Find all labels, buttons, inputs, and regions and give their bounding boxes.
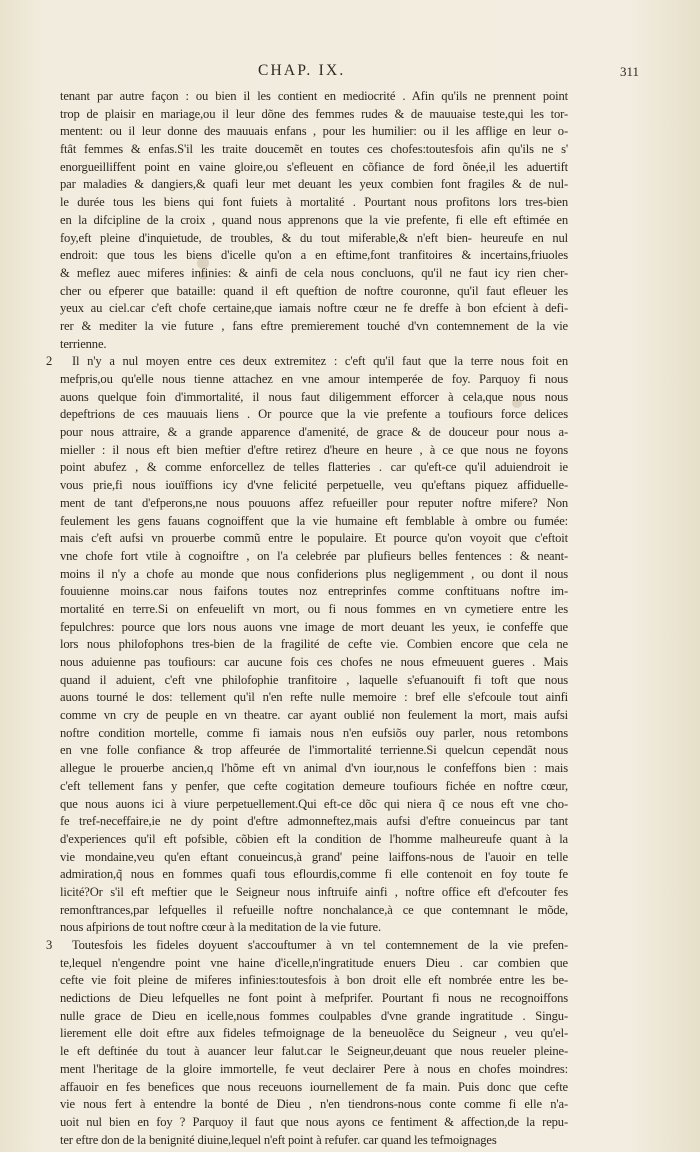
text-line: cefte vie foit pleine de miferes infinies:toutesfois à bon droit elle eft nombrée entre les be-: [60, 973, 568, 988]
text-line: vous prie,fi nous iouïffions icy d'vne felicité perpetuelle, veu qu'eftans piquez affiduelle-: [60, 478, 568, 493]
text-line: fe tref-neceffaire,ie ne dy point d'eftre admonneftez,mais aufsi d'eftre conueincus par tant: [60, 814, 568, 829]
paragraph: [60, 88, 568, 353]
paragraph: [46, 937, 568, 1149]
text-line: uoit nul bien en foy ? Parquoy il faut que nous ayons ce fentiment & affection,de la repu-: [60, 1114, 568, 1129]
page-header: [0, 62, 700, 84]
text-line: pour nous attraire, & a grande apparence d'amenité, de grace & de douceur pour nous a-: [60, 425, 568, 440]
text-line: Il n'y a nul moyen entre ces deux extremitez : c'eft qu'il faut que la terre nous foit en: [72, 354, 568, 369]
ink-stain: [197, 257, 209, 269]
text-line: le durée tous les biens qui font fuiets à mortalité . Pourtant nous profitons lors tres-bien: [60, 195, 568, 210]
text-line: remonftrances,par lefquelles il refueille noftre nonchalance,à ce que contemnant le mõde,: [60, 902, 568, 917]
text-line: nedictions de Dieu lefquelles ne font point à mefprifer. Pourtant fi nous ne recognoiffons: [60, 991, 568, 1006]
text-line: lierement elle doit eftre aux fideles tefmoignage de la beneuolẽce du Seigneur , veu qu'el-: [60, 1026, 568, 1041]
text-line: ment de tant d'efperons,ne nous pouuons affez refueiller pour reputer noftre mifere? Non: [60, 495, 568, 510]
text-line: mieller : il nous eft bien meftier d'eftre retirez d'heure en heure , à ce que nous ne foyons: [60, 442, 568, 457]
text-line: tenant par autre façon : ou bien il les contient en mediocrité . Afin qu'ils ne prennent point: [60, 89, 568, 103]
text-line: ment l'heritage de la gloire immortelle, fe veut declairer Pere à nous en chofes moindres:: [60, 1061, 568, 1076]
text-line: fepulchres: pource que lors nous auons vne image de mort deuant les yeux, ie confeffe que: [60, 619, 568, 634]
text-line: & meflez auec miferes infinies: & ainfi de cela nous concluons, qu'il ne faut icy rien cher-: [60, 265, 568, 280]
text-line: te,lequel n'engendre point vne haine d'icelle,n'ingratitude enuers Dieu . car combien que: [60, 955, 568, 970]
paragraph: [46, 353, 568, 937]
text-line: terrienne.: [60, 336, 107, 351]
text-line: que nous auons ici à viure perpetuellement.Qui eft-ce dõc qui niera q̃ ce nous eft vne cho-: [60, 796, 568, 811]
text-line: lors nous philofophons tres-bien de la fragilité de cefte vie. Combien encore que cela ne: [60, 637, 568, 652]
page-number: 311: [620, 64, 640, 79]
text-line: admiration,q̃ nous en fommes quafi tous eflourdis,comme fi elle contenoit en foy toute fe: [60, 867, 568, 882]
text-line: vne chofe fort vtile à cognoiftre , on l'a celebrée par plufieurs belles fentences : & neant-: [60, 548, 568, 563]
text-line: mortalité en terre.Si on enfeuelift vn mort, ou fi nous fommes en vn cymetiere entre les: [60, 601, 568, 616]
text-line: comme vn cry de peuple en vn theatre. car ayant oublié non feulement la mort, mais aufsi: [60, 708, 568, 723]
text-line: nous afpirions de tout noftre cœur à la meditation de la vie future.: [60, 920, 381, 935]
text-line: depeftrions de ces mauuais liens . Or pource que la vie prefente a toufiours force delices: [60, 407, 568, 422]
text-line: mais c'eft aufsi vn prouerbe commũ entre le populaire. Et pource qu'on voyoit que c'eftoit: [60, 531, 568, 546]
text-line: noftre condition mortelle, comme fi iamais nous n'en eufsiõs ouy parler, nous retombons: [60, 725, 568, 740]
text-line: Toutesfois les fideles doyuent s'accouftumer à vn tel contemnement de la vie prefen-: [72, 938, 568, 952]
text-line: le eft deftinée du tout à auancer leur falut.car le Seigneur,deuant que nous reueler pleine-: [60, 1044, 568, 1059]
text-line: nulle grace de Dieu en icelle,nous fommes coulpables d'vne grande ingratitude . Singu-: [60, 1008, 568, 1023]
text-line: foy,eft pleine d'inquietude, de troubles, & du tout miferable,& n'eft bien- heureufe en nul: [60, 230, 568, 245]
text-line: moins il n'y a chofe au monde que nous confiderions plus negligemment , ou dont il nous: [60, 566, 568, 581]
ink-stain: [199, 271, 208, 280]
text-line: yeux au ciel.car c'eft chofe certaine,que iamais noftre cœur ne fe dreffe à bon efcient à defi-: [60, 301, 568, 316]
text-line: allegue le prouerbe ancien,q l'hõme eft vn animal d'vn iour,nous le confeffons bien : mais: [60, 761, 568, 776]
ink-stain: [512, 398, 522, 408]
text-line: c'eft tellement fans y penfer, que cefte cogitation demeure toufiours fichée en noftre cœur,: [60, 778, 568, 793]
text-line: licité?Or s'il eft meftier que le Seigneur nous inftruife ainfi , noftre office eft d'efcouter fes: [60, 884, 568, 899]
paragraph-number: 2: [46, 354, 53, 369]
text-line: par maladies & dangiers,& quafi leur met deuant les yeux combien font fragiles & de nul-: [60, 177, 568, 192]
text-line: d'experiences qu'il eft pofsible, cõbien eft la condition de l'homme malheureufe quant à la: [60, 831, 568, 846]
text-line: feulement les gens fauans cognoiffent que la vie humaine eft femblable à ombre ou fumée:: [60, 513, 568, 528]
text-line: quand il aduient, c'eft vne philofophie tranfitoire , laquelle s'efuanouift fi toft que nous: [60, 672, 568, 687]
text-line: auons tourné le dos: tellement qu'il n'en refte nulle memoire : bref elle s'efcoule tout ainfi: [60, 690, 568, 705]
text-line: point abufez , & comme enforcellez de telles flatteries . car qu'eft-ce qu'il aduiendroit ie: [60, 460, 568, 475]
text-line: affauoir en fes benefices que nous receuons iournellement de fa main. Puis donc que cefte: [60, 1079, 568, 1094]
text-line: trop de plaisir en mariage,ou il leur dõne des femmes rudes & de mauuaise teste,qui les tor-: [60, 106, 568, 121]
text-line: mentent: ou il leur donne des mauuais enfans , pour les humilier: ou il les afflige en leur o-: [60, 124, 568, 139]
text-line: enorgueilliffent point en vaine gloire,ou s'efleuent en cõfiance de ford õnée,il les aduertift: [60, 159, 568, 174]
text-line: fouuienne moins.car nous faifons toutes noz entreprinfes comme conftituans noftre im-: [60, 584, 568, 599]
text-line: rer & mediter la vie future , fans eftre premierement touché d'vn contemnement de la vie: [60, 318, 568, 333]
text-line: vie nous fert à entendre la bonté de Dieu , n'en tiendrons-nous conte comme fi elle n'a-: [60, 1097, 568, 1112]
text-line: en vne folle confiance & trop affeurée de l'immortalité terrienne.Si quelcun cependãt nous: [60, 743, 568, 758]
text-line: ter eftre don de la benignité diuine,lequel n'eft point à refufer. car quand les tefmoignages: [60, 1132, 497, 1147]
text-line: endroit: que tous les biens d'icelle qu'on a en eftime,font tranfitoires & incertains,friuoles: [60, 248, 568, 263]
text-line: en la difcipline de la croix , quand nous apprenons que la vie prefente, fi elle eft eftimée en: [60, 212, 568, 227]
text-line: auons quelque foin d'immortalité, il nous faut diligemment efforcer à cela,que nous nous: [60, 389, 568, 404]
running-head: CHAP. IX.: [258, 62, 346, 79]
text-line: vie mondaine,veu qu'en eftant conueincus,à grand' peine laiffons-nous de l'auoir en telle: [60, 849, 568, 864]
text-line: cher ou efperer que bataille: quand il eft queftion de noftre couronne, qu'il faut efleuer les: [60, 283, 568, 298]
text-line: ftât femmes & enfas.S'il les traite doucemẽt en toutes ces chofes:toutesfois afin qu'ils ne s': [60, 142, 568, 157]
paragraph-number: 3: [46, 938, 53, 952]
text-line: mefpris,ou qu'elle nous tienne attachez en vne amour intemperée de foy. Parquoy fi nous: [60, 372, 568, 386]
text-block: [46, 88, 568, 1149]
text-line: nous aduienne pas toufiours: car aucune fois ces chofes ne nous efmeuuent gueres . Mais: [60, 655, 568, 669]
